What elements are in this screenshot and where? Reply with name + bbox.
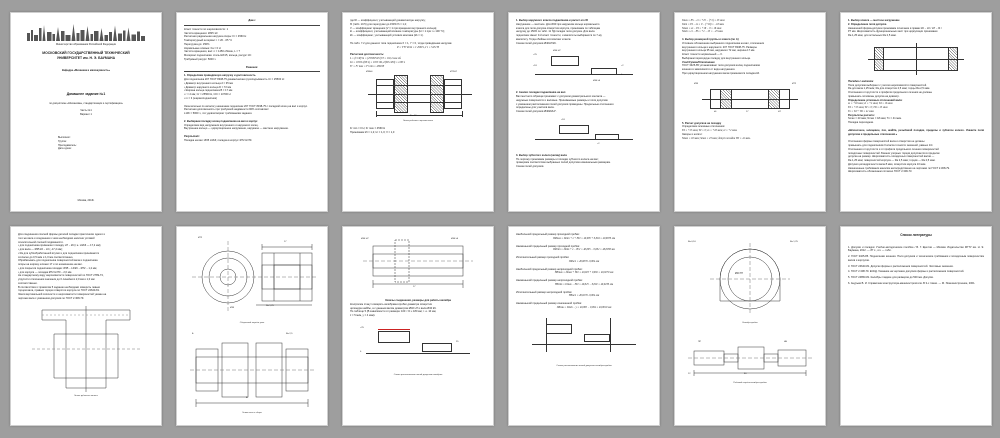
p8-dim-3: A <box>246 397 248 400</box>
p5-s4-line-2: При циркуляционном нагружении вала применяется посадка k6. <box>682 71 760 75</box>
p7-intro-13: соответственно. <box>18 281 38 285</box>
p6-sub2: Определение условных отклонений вала: <box>848 98 903 102</box>
ministry-line: Министерство образования Российской Федерации <box>56 43 116 46</box>
gear-profile-svg <box>22 304 150 392</box>
p8-dim-5: Ra 1,25 <box>266 305 274 307</box>
block1-line-2: • Диаметр наружного кольца D = 72 мм <box>184 85 232 89</box>
dim-d72: Ø72H7 <box>450 71 457 74</box>
p4-s1-2: нагрузку до 150% по табл. 11 ГД посадки поля допуска. Для вала <box>516 30 595 34</box>
p4-d1-3: +18 <box>533 65 537 68</box>
p8-cap-bottom: Эскиз вала в сборе <box>242 412 262 415</box>
block1-line-1: • Диаметр внутреннего кольца d = 35 мм <box>184 81 233 85</box>
p5-s5-1: ES = +25 мкм; EI = 0; es = +18 мкм; ei = +2 мкм. <box>682 129 738 132</box>
p7-intro-1: того же вала и соединении с ним необходимо наличие условий <box>18 236 95 240</box>
work-type: Домашнее задание №1 <box>66 92 106 97</box>
given-2: Расчетная радиальная нагрузка опоры: Fr = 4560 Н <box>184 35 247 39</box>
p10-s4-eq: НЕmax = Dmax + H/2 = 40,025 + 0,002 = 40,0270 мм <box>554 271 614 275</box>
p6-sub2-2: Tп = Td + TD = 41 мкм <box>848 109 874 113</box>
solution-heading: Решение: <box>245 65 259 69</box>
p4-s1-4: квалитету. Тогда обоймы изготовляют класса: <box>516 37 572 41</box>
p9-cap: Схема расположения полей допусков калибров <box>393 373 443 376</box>
p3-head-1: fh (табл. 10.5) для перегрузки до 150% fh = 1,2; <box>350 22 407 26</box>
given-0: Класс точности по шероховатости: 1 <box>184 27 229 31</box>
p4-s1-0: Нагружение — местное. Для Ø40 при наружном кольце нормального <box>516 22 600 26</box>
p6-top-2: Ra 1,25 мкм, для остальных Ra 2,5 мкм. <box>848 34 897 37</box>
university-skyline-logo <box>18 19 154 41</box>
p5-top-2: Nmax = es − EI = +18 − 0 = 18 мкм <box>682 26 722 30</box>
p4-s3-title: 3. Выбор зубчатого колеса (шлиц) вала <box>516 153 567 157</box>
page-gauge-calculations <box>508 226 660 426</box>
given-3: Температурный интервал: t = 20…65 °C <box>184 39 233 42</box>
p11-dim-4: Ra 0,16 <box>688 241 696 243</box>
p5-s4-sub: Угол/Сумма/Отклонение <box>682 60 715 64</box>
given-5: Нормальные осевые: Fa = 0 Н <box>184 46 221 50</box>
p3-bot-0: Fr min = 0 Н; Fr max = 4560 Н <box>350 127 386 131</box>
shaft-assembly-sketch <box>186 331 318 409</box>
p7-intro-8: опоры на ширину шпонки 17 и по назначению на вал. <box>18 263 83 266</box>
p10-s2-eq: ПРmin = Dmin + z − H/2 = 40,005 − 0,002 = 40,0030 мм <box>553 248 615 252</box>
p9-line-2: По таблице 5 (В зависимости от размера: 100 < D ≤ 180 мм; т. е. 10 мм, <box>350 310 437 314</box>
p5-s4-line-1: качения в зависимости от вида нагружения. <box>682 68 736 71</box>
p11-dim-3: НЕ <box>784 341 788 344</box>
p3-mid-1: P = V·Fr·kb·kt = 1·4560·1,2·1 = 5472 Н <box>397 45 439 49</box>
p10-s4: Наибольший предельный размер непроходной пробки: <box>516 267 583 271</box>
tolerance-scheme-2 <box>529 117 639 151</box>
given-4: Перегрузка до: 150% <box>184 42 210 46</box>
p5-dim-0: Ø35 <box>694 82 699 85</box>
page-fit-selection <box>508 12 660 212</box>
p10-cap: Схема расположения полей допусков калибра-пробки <box>556 364 612 367</box>
p6-bot-4: допуска на размер. Шероховатость посадочных поверхностей валов — <box>848 155 935 159</box>
p5-dim-1: Ø72 <box>792 82 797 85</box>
p7-cap-1: Эскиз зубчатого колеса <box>74 394 98 397</box>
p6-top-0: Назначений форма-допуска принимаем сочетание в правах k6 − L0 / H7 − l0 / <box>848 26 942 30</box>
p6-bot-8: Шероховатость обозначаем согласно ГОСТ 2.309-73. <box>848 170 913 174</box>
p6-sub2-1: ES = +25 мкм; EI = 0; TD = 25 мкм <box>848 106 888 109</box>
gauge-front-svg <box>686 239 814 319</box>
p11-dim-7: 80 <box>744 373 747 376</box>
given-heading: Дано: <box>248 19 256 22</box>
page-given-data <box>176 12 328 212</box>
p5-top-3: Nmin = ei − ES = +2 − 25 = −23 мкм <box>682 30 723 34</box>
page-load-calc <box>342 12 494 212</box>
p9-dim-2: 17 <box>413 286 416 288</box>
note-2: L10h = 5000 ч, что удовлетворяет требованиям задания. <box>184 112 253 115</box>
result-line: Посадка на вал: Ø35 L0/k6; посадка в корпус: Ø72 H7/l0. <box>184 138 253 142</box>
p6-sub2-0: es = +18 мкм; ei = +2 мкм; Td = 16 мкм <box>848 102 893 106</box>
p6-sub3: Результаты расчета: <box>848 113 875 117</box>
note-0: Окончательно по каталогу назначаем подшипник 207 ГОСТ 8338-75 с посадкой колец на вал и корпус. <box>184 104 308 108</box>
p8-dim-6: Ra 2,5 <box>286 333 293 336</box>
p10-s7-eq: ПРизн = Dmin − y = 40,005 − 0,004 = 40,0010 мм <box>556 305 612 309</box>
p4-s1-title: 1. Выбор наружного класса подшипника и расчет его ID <box>516 19 589 22</box>
p10-s2: Наименьший предельный размер проходной пробки: <box>516 244 580 248</box>
p4-d2-0: +18 <box>561 118 565 121</box>
part-label: Часть №1 <box>80 109 92 113</box>
p4-s2-0: Вал местного образца принимает с допуском диаметрального контакта — <box>516 95 606 98</box>
p7-intro-2: относительной соосной подвижности. <box>18 240 64 244</box>
p4-s2-1: наружные поверхности и валовые. Принимаемые размеры и поля допусков <box>516 98 608 102</box>
p4-d2-1: +2 <box>597 142 600 145</box>
field-student: Выполнил: <box>58 136 71 140</box>
block2-line-0: Определяем вид нагружения внутреннего и наружного колец. <box>184 123 259 127</box>
p6-sub3-0: Smax = 23 мкм; Nmax = 18 мкм; Tп = 41 мкм. <box>848 117 902 121</box>
p3-draw-caption: Эскиз рабочего чертежа вала <box>402 120 434 123</box>
department-line: Кафедра «Механика и малошумность» <box>61 68 111 72</box>
gauge-joint-svg <box>355 236 481 296</box>
p6-bot-5: Ra 1,25 мкм; поверхностей корпуса — Ra 2,5 мкм; торцов — Ra 2,5 мкм. <box>848 159 936 162</box>
p7-intro-15: торцом вала, правым торцом отверстия корпуса по ГОСТ 24643-81. <box>18 289 100 293</box>
p3-bot-1: Принимаем kб = 1,2; kт = 1,0; V = 1,0 <box>350 131 395 135</box>
p10-s1-eq: ПРmax = Dmin + z + H/2 = 40,005 + 0,004 = 40,0070 мм <box>552 236 616 240</box>
page-gauge-sizes <box>342 226 494 426</box>
university-line-2: УНИВЕРСИТЕТ им. Н. Э. БАУМАНА <box>56 55 116 60</box>
p7-intro-5: • Ra для зубообработанной втулки и для подшипника принимается <box>18 251 100 255</box>
gauge-tolerance-scheme <box>358 321 478 371</box>
p3-head-4: kb — коэффициент, учитывающий условия монтажа (kb = 1). <box>350 34 424 37</box>
p4-d1-2: +25 <box>533 54 537 57</box>
p4-s3-2: Схема полей допусков. <box>516 165 545 168</box>
p11-dim-2: ПР <box>698 341 702 344</box>
p6-bot-2: Отклонения от круглости и от профиля продольного сечения поверхностей <box>848 147 939 151</box>
p8-dim-4: Б <box>192 333 194 336</box>
p4-s3-1: проверяем соответствие выбранных полей допусков номинальным размерам. <box>516 161 611 165</box>
variant-label: Вариант 1 <box>80 112 92 116</box>
p5-s4-1: внутреннего кольца и наружного: 207 ГОСТ 8338-75. Размеры <box>682 45 757 49</box>
p4-s2-title: 2. Анализ посадки подшипника на вал <box>516 91 566 95</box>
page-roughness-requirements <box>840 12 992 212</box>
p6-bot-0: Отклонения формы поверхностей вала и отверстия не должны <box>848 140 925 144</box>
p7-intro-7: Обрабатывать для подшипника поверхностей вала и подшипника <box>18 259 98 263</box>
p4-d1-1: Ø40 k6 <box>593 80 601 83</box>
assembly-svg <box>186 235 318 319</box>
assembly-sketch <box>186 235 318 319</box>
gauge-front-view <box>686 239 814 319</box>
p5-s4-0: Условное обозначение выбранного подшипника на вал, отклонения <box>682 41 765 45</box>
p6-bot-7: Назначенные требования наносим непосредственно на чертежах по ГОСТ 2.308-79. <box>848 166 950 170</box>
p6-bold-note: «Шпоночное, шлицевое, паз, шайба, резьбовой посадки, пределы и зубчатое колесо. Укажите поля допусков и предельные отклонения.» <box>848 128 984 136</box>
p9-dim-1: Ø40 k6 <box>451 238 459 240</box>
result-title: Результат: <box>184 135 200 138</box>
p5-s4-title: 4. Выбор размерной группы и класса (по А) <box>682 38 739 41</box>
p8-cap-top: Сборочный чертёж узла <box>239 322 265 324</box>
skyline-icon <box>26 21 146 41</box>
p10-s6: Исполнительный размер непроходной пробки: <box>516 290 573 294</box>
reference-item-6: 6. Анурьев В. И. Справочник конструктора-машиностроителя. В 3-х томах. — М.: Машиностроение, 2001. <box>848 281 976 285</box>
university-line-1: МОСКОВСКИЙ ГОСУДАРСТВЕННЫЙ ТЕХНИЧЕСКИЙ <box>42 50 130 55</box>
p7-intro-14: В соответствии с правилом 5 задание необходимо измерить левым <box>18 285 100 289</box>
references-title: Список литературы <box>900 233 932 237</box>
given-7: Материал подшипника: сталь ШХ15, кольца, ресурс 10⁶ <box>184 54 252 57</box>
p9-dim-4: +25 <box>360 326 364 329</box>
p11-cap-bottom: Рабочий чертёж калибра-пробки <box>733 382 767 385</box>
p7-intro-10: • для корпуса — посадка Ø72 H7/l0 − 2,0 мм. <box>18 270 72 274</box>
p11-dim-6: 12 <box>688 373 691 376</box>
p4-s2-calc: Схема полей допусков Ø40k6/H7. <box>516 110 557 113</box>
page-gauge-drawing <box>674 226 826 426</box>
p7-intro-4: • для вала — Ø35 k6 − L0 (−17,2 мм); <box>18 248 63 251</box>
p6-sub1-2: Отклонения от круглости и профиля продольного сечения не должны <box>848 91 932 94</box>
p6-top-1: P7 мм. Шероховатость функциональных мест при циркуляции принимаем <box>848 30 938 34</box>
p10-s3: Исполнительный размер проходной пробки: <box>516 256 570 259</box>
p9-dim-0: Ø40 H7 <box>361 238 369 240</box>
p5-dim-2: 17 <box>746 110 749 113</box>
p4-s1-5: Схема полей допусков Ø40H7/k6. <box>516 41 557 45</box>
p9-dim-3: 25 <box>456 340 459 343</box>
p10-s5-eq: НЕmin = Dmax − H/2 = 40,025 − 0,002 = 40,0230 мм <box>554 282 614 286</box>
p3-head-2: V — коэффициент вращения (V = 1 при вращении внутреннего кольца); <box>350 26 438 30</box>
p11-cap-top: Калибр-пробка <box>742 322 758 324</box>
p3-head-3: kt — коэффициент, учитывающий влияние температуры (kt = 1 при t ≤ 100 °C); <box>350 30 445 34</box>
tolerance-scheme-1 <box>529 48 639 88</box>
page-gear-shaft-sketches <box>10 226 162 426</box>
p5-s5-2: Зазоры и натяги: <box>682 132 703 136</box>
p10-s3-eq: ПРисп = 40,0070−0,004 мм <box>568 259 600 263</box>
given-1: Частота вращения: 2825 1/с <box>184 31 218 35</box>
reference-item-2: 2. ГОСТ 3325-85. Подшипники качения. Поля допусков и технические требования к посадочным поверхностям валов и корпусов. <box>848 255 984 262</box>
p3-calc-2: Fr = Fr max = Fr min = 4560 Н <box>350 64 385 68</box>
reference-item-3: 3. ГОСТ 24643-81. Допуски формы и расположения поверхностей. Числовые значения. <box>848 264 954 268</box>
p4-d1-5: 0 <box>621 74 623 77</box>
p5-s4-2: внутреннего кольца 35 мм, наружного 72 мм, ширина 17 мм. <box>682 49 756 53</box>
city-year: Москва, 2016г. <box>77 199 95 203</box>
p7-intro-0: Для соединения соосной формы деталей посадки практически одного и <box>18 233 106 236</box>
page-tolerance-calc <box>674 12 826 212</box>
p7-intro-9: • для покрытия подшипника посадки: Ø35 − L0/k6 − Ø72 − 1,2 мм; <box>18 266 98 270</box>
p11-dim-0: Ø40 H7 <box>735 273 743 275</box>
p7-intro-12: упругости отклонения значения до 0 линейного 2,0 мм и 1,0 мм <box>18 278 95 281</box>
p4-d1-0: Ø40 H7 <box>553 50 561 53</box>
p6-sub1-1: Ra для вала 1,25 мкм; Ra для отверстия 2,5 мкм; торцы Ra 2,5 мкм. <box>848 87 930 91</box>
p4-s1-1: класса для поля допуска отверстия корпуса, принимаем по таблицам <box>516 26 601 30</box>
field-date: Дата сдачи: <box>58 147 72 151</box>
p9-line-3: z = 5 мкм, y = 4 мкм). <box>350 314 376 317</box>
gear-body-sketch <box>22 304 150 392</box>
p10-s6-eq: НЕисп = 40,0270−0,004 мм <box>568 294 600 298</box>
p7-intro-3: • для подшипника применяют посадку H7 − k6 (т.е. L0/k6 — 17,2 мм); <box>18 244 102 248</box>
p5-s5-3: Nmax = 18 мкм; Smax = 23 мкм; допуск посадки TП = 41 мкм. <box>682 136 751 140</box>
gauge-joint-sketch <box>355 236 481 296</box>
p9-line-1: цилиндра шайбы, а с данным валом диаметром Ø40 H7 и вала Ø40 k6. <box>350 306 437 310</box>
dim-b17: B = 17 <box>410 115 417 118</box>
p3-calc-1: Lh = 10^6·L/(60·n) = 10^6·101,2/(60·1450) = 1163 ч <box>350 60 406 64</box>
p9-dim-5: 0 <box>360 350 362 353</box>
p3-calc-title: Расчетная долговечность: <box>350 53 385 57</box>
p7-intro-17: чертеже вала с указанием допусков по ГОСТ 2.308-79. <box>18 296 85 300</box>
p10-s5: Наименьший предельный размер непроходной пробки: <box>516 279 583 282</box>
gauge-side-view <box>684 337 816 379</box>
p5-top-1: Smin = EI − es = 0 − (+18) = −18 мкм <box>682 22 724 26</box>
gauge-scheme-2 <box>524 314 644 362</box>
p4-d1-4: +2 <box>621 65 624 68</box>
p3-mid-0: По табл. 7.2 для данного типа подшипника X = 1, Y = 0, тогда приведённая нагрузка: <box>350 41 453 45</box>
p10-s7: Наименьший предельный размер изношенной пробки: <box>516 302 582 305</box>
p8-dim-0: Ø72 <box>198 237 203 239</box>
p5-s4-line-0: ГОСТ 3325-85 устанавливает поля допусков колец подшипников <box>682 64 760 68</box>
given-6: Частота вращения, вал: n = 1450 об/мин, L = ? <box>184 50 241 54</box>
p5-dim-3: k6 <box>714 110 717 113</box>
p7-intro-16: Эскиз вертикальной соосности и шероховатости поверхностей указан на <box>18 293 107 296</box>
block1-line-4: • r = 2 мм; Cr = 25500 Н, C0r = 13700 Н <box>184 93 231 96</box>
shaft-assembly-svg <box>186 331 318 409</box>
page-references <box>840 226 992 426</box>
dim-d35: Ø35k6 <box>366 71 373 74</box>
bearing-sketch <box>690 79 810 119</box>
p6-sub1-3: превышать половины допуска на диаметр. <box>848 94 900 98</box>
block1-line-3: • Ширина кольца подшипника B = 17 мм <box>184 89 233 93</box>
p5-s5-0: Определяем основные отклонения: <box>682 125 726 129</box>
p4-s1-3: подшипник имеет 0-й класс точности, и квалитеты выбираются по 7-му <box>516 34 602 37</box>
p5-s4-4: Выбираем переходную посадку для внутреннего кольца. <box>682 56 751 60</box>
reference-item-5: 5. ГОСТ 24853-81. Калибры гладкие для размеров до 500 мм. Допуски. <box>848 276 934 280</box>
page-title <box>10 12 162 212</box>
p6-sub3-1: Посадка переходная. <box>848 121 874 124</box>
p11-dim-5: Ra 1,25 <box>790 241 798 243</box>
p9-title: Эскизы соединения, размеры для работы калибра <box>385 299 451 302</box>
block1-line-5: • m = 3 (шарикоподшипник) <box>184 96 217 100</box>
p4-s3-0: По чертежу принимаем размеры и посадки зубчатого колеса на вал; <box>516 157 599 161</box>
block1-title: 1. Определяем приведённую нагрузку и долговечность <box>184 74 256 78</box>
p9-line-0: Контролем станут измерять калибрами-пробки диаметра отверстия <box>350 302 432 306</box>
p5-dim-4: H7 <box>778 110 781 113</box>
field-teacher: Преподаватель: <box>58 143 77 147</box>
theme-label: по дисциплине «Механизмы, стандартизация и сертификация» <box>49 101 123 105</box>
gauge-side-svg <box>684 337 816 379</box>
p6-s1-title: 1. Выбор класса — местное нагружение <box>848 19 900 22</box>
given-8: Требуемый ресурс: 5000 ч <box>184 57 216 61</box>
p3-calc-0: L = (Cr/P)^m = (25500/5472)^3 = 101,2 млн об. <box>350 57 402 60</box>
page-assembly-drawing <box>176 226 328 426</box>
p6-bot-3: посадочных поверхностей. Биение упорных торцов допускается в пределах <box>848 151 940 155</box>
p4-s2-2: с указанием расположения полей допусков приведены. Предельные отклонения <box>516 102 614 106</box>
p5-top-0: Smax = ES − ei = +25 − (+2) = 23 мкм <box>682 19 725 22</box>
shaft-sketch-1 <box>358 71 478 117</box>
p6-sub1-0: Поля допусков выбирают с учетом шероховатости поверхностей. <box>848 83 927 87</box>
note-1: Расчетная долговечность при требуемой надёжности 90% составляет: <box>184 108 270 112</box>
p5-s4-3: Класс точности нормальный — 0. <box>682 53 723 56</box>
p6-s2-title: 2. Определение поля допуска <box>848 22 887 26</box>
block1-line-0: Для подшипника 207 ГОСТ 8338-75 динамическая грузоподъёмность Cr = 25500 Н: <box>184 78 285 81</box>
reference-item-1: 1. Допуски и посадки: Учебно-методическое пособие / В. Г. Щеглов — Москва: Издательство МГТУ им. Н. Э. Баумана, 2012. — 87 с., ил. — табл. <box>848 245 984 253</box>
block2-line-1: Внутреннее кольцо — циркуляционное нагружение, наружное — местное нагружение. <box>184 127 289 131</box>
p10-s1: Наибольший предельный размер проходной пробки: <box>516 233 580 236</box>
p6-bot-1: превышать для подшипников 0 класса точности значений, равных 1/4 <box>848 144 933 147</box>
p3-head-0: где Ri — коэффициент, учитывающий динамическую нагрузку; <box>350 19 426 22</box>
p8-dim-1: Ø35 <box>230 307 235 309</box>
p5-s5-title: 5. Расчет допусков на посадку <box>682 121 722 125</box>
reference-item-4: 4. ГОСТ 2.308-79. ЕСКД. Указание на чертежах допусков формы и расположения поверхностей. <box>848 270 965 274</box>
p4-s2-3: определены для участков вала. <box>516 106 555 110</box>
p6-bot-6: Допуски цилиндричности вала 8 мкм, отверстия корпуса 10 мкм. <box>848 162 926 166</box>
field-group: Группа: <box>58 140 67 144</box>
p8-dim-2: 17 <box>284 241 287 243</box>
p7-intro-11: Не стандартному виду шероховатости поверхностей по ГОСТ 2789-73, <box>18 274 104 278</box>
p6-sub1: Посадка с натягом <box>848 79 874 83</box>
housing-sketch <box>860 41 972 77</box>
block2-title: 2. Выбираем посадку колец подшипника на вал и корпус <box>184 119 258 123</box>
p7-intro-6: согласно до 0,5 мкм и 1,0 мм соответственно. <box>18 255 74 259</box>
